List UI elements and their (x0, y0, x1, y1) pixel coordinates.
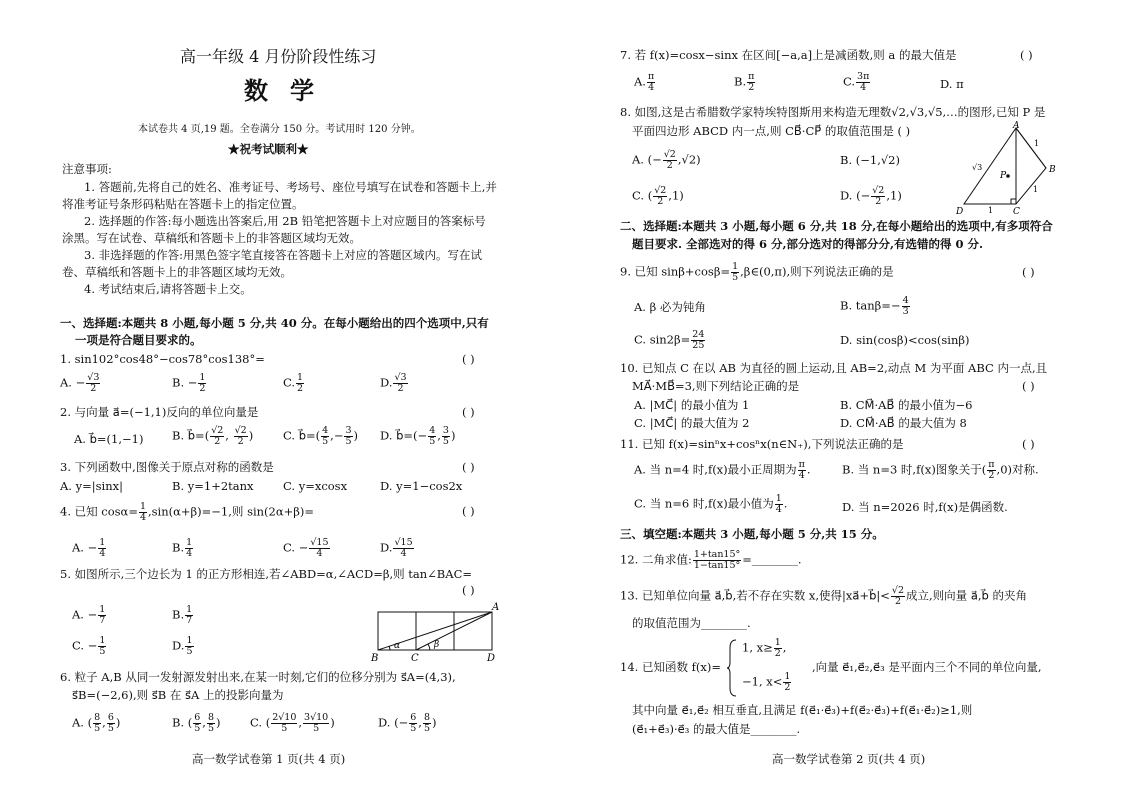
q7-stem: 7. 若 f(x)=cosx−sinx 在区间[−a,a]上是减函数,则 a 的最大值是 (620, 48, 957, 62)
q2-option-b: B. b⃗=( $\frac{√2}{2}$ , $\frac{√2}{2}$ ) (172, 425, 254, 447)
point-P (1006, 174, 1010, 178)
left-page (0, 0, 560, 794)
q6-option-d: D. (− $\frac{6}{5}$ , $\frac{8}{5}$ ) (378, 712, 437, 734)
q5-answer-paren: ( ) (462, 583, 475, 597)
q8-option-d: D. (− $\frac{√2}{2}$ ,1) (840, 185, 902, 207)
q4-stem: 4. 已知 cosα= $\frac{1}{4}$ ,sin(α+β)=−1,则 sin(2α+β)= (60, 501, 315, 523)
right-page (560, 0, 1123, 794)
angle-beta-arc (428, 644, 430, 650)
q5-option-d: D. $\frac{1}{5}$ (172, 635, 193, 657)
q2-option-c: C. b⃗=( $\frac{4}{5}$ ,− $\frac{3}{5}$ ) (283, 425, 359, 447)
right-angle-mark (1011, 199, 1016, 204)
exam-title: 高一年级 4 月份阶段性练习 (180, 47, 377, 66)
q3-option-d: D. y=1−cos2x (380, 479, 463, 493)
point-C-label: C (1013, 207, 1020, 216)
notice-line: 4. 考试结束后,请将答题卡上交。 (84, 282, 252, 296)
q5-squares-figure (368, 600, 504, 664)
right-footer: 高一数学试卷第 2 页(共 4 页) (772, 752, 926, 766)
q1-stem: 1. sin102°cos48°−cos78°cos138°= (60, 352, 265, 366)
q10-option-a: A. |MC⃗| 的最小值为 1 (634, 398, 750, 412)
q8-option-c: C. ( $\frac{√2}{2}$ ,1) (632, 185, 684, 207)
q10-stem-line2: MA⃗·MB⃗=3,则下列结论正确的是 (632, 379, 800, 393)
notice-line: 1. 答题前,先将自己的姓名、准考证号、考场号、座位号填写在试卷和答题卡上,并 (84, 180, 497, 194)
q2-answer-paren: ( ) (462, 405, 475, 419)
q7-option-d: D. π (940, 77, 964, 91)
q1-option-b: B. − $\frac{1}{2}$ (172, 372, 206, 394)
q8-stem-line2: 平面四边形 ABCD 内一点,则 CB⃗·CP⃗ 的取值范围是 ( ) (632, 124, 911, 138)
q10-option-d: D. CM⃗·AB⃗ 的最大值为 8 (840, 416, 967, 430)
q9-option-c: C. sin2β= $\frac{24}{25}$ (634, 329, 705, 351)
notice-line: 涂黑。写在试卷、草稿纸和答题卡上的非答题区域均无效。 (62, 231, 361, 245)
q7-answer-paren: ( ) (1020, 48, 1033, 62)
q9-option-a: A. β 必为钝角 (634, 300, 706, 314)
q5-option-c: C. − $\frac{1}{5}$ (72, 635, 106, 657)
alpha-label: α (394, 641, 401, 651)
exam-wish: ★祝考试顺利★ (228, 142, 309, 156)
q3-answer-paren: ( ) (462, 460, 475, 474)
q11-option-a: A. 当 n=4 时,f(x)最小正周期为 $\frac{\pi}{4}$ . (634, 459, 811, 481)
q10-stem-line1: 10. 已知点 C 在以 AB 为直径的圆上运动,且 AB=2,动点 M 为平面 ABC 内一点,且 (620, 361, 1048, 375)
length-BC-label: 1 (1033, 185, 1039, 194)
beta-label: β (434, 640, 440, 650)
q1-option-a: A. − $\frac{√3}{2}$ (60, 372, 100, 394)
q4-option-c: C. − $\frac{√15}{4}$ (283, 537, 329, 559)
q5-stem: 5. 如图所示,三个边长为 1 的正方形相连,若∠ABD=α,∠ACD=β,则 tan∠BAC= (60, 567, 472, 581)
q5-option-b: B. $\frac{1}{7}$ (172, 604, 193, 626)
q8-option-b: B. (−1,√2) (840, 153, 900, 167)
segment-AB (1016, 128, 1046, 168)
q4-option-d: D. $\frac{√15}{4}$ (380, 537, 413, 559)
q8-quadrilateral-figure (956, 120, 1060, 216)
q3-option-c: C. y=xcosx (283, 479, 348, 493)
q10-option-c: C. |MC⃗| 的最大值为 2 (634, 416, 750, 430)
q8-stem-line1: 8. 如图,这是古希腊数学家特埃特图斯用来构造无理数√2,√3,√5,…的图形,已知 P 是 (620, 105, 1046, 119)
q10-option-b: B. CM⃗·AB⃗ 的最小值为−6 (840, 398, 973, 412)
section3-heading: 三、填空题:本题共 3 小题,每小题 5 分,共 15 分。 (620, 527, 884, 541)
notice-line: 将准考证号条形码粘贴在答题卡上的指定位置。 (62, 197, 304, 211)
q2-option-d: D. b⃗=(− $\frac{4}{5}$ , $\frac{3}{5}$ ) (380, 425, 456, 447)
q3-option-b: B. y=1+2tanx (172, 479, 254, 493)
q10-answer-paren: ( ) (1022, 379, 1035, 393)
q14-case2: −1, x< $\frac{1}{2}$ (742, 671, 791, 693)
q9-stem: 9. 已知 sinβ+cosβ= $\frac{1}{5}$ ,β∈(0,π),则下列说法正确的是 (620, 261, 894, 283)
q7-option-c: C. $\frac{3\pi}{4}$ (843, 71, 870, 93)
q14-case1: 1, x≥ $\frac{1}{2}$ , (742, 637, 787, 659)
q11-option-d: D. 当 n=2026 时,f(x)是偶函数. (842, 500, 1008, 514)
q2-stem: 2. 与向量 a⃗=(−1,1)反向的单位向量是 (60, 405, 259, 419)
section1-heading-cont: 一项是符合题目要求的。 (75, 333, 202, 347)
q12-stem: 12. 二角求值: $\frac{1+\tan 15^\circ}{1-\tan 15^\circ}$ =________. (620, 549, 802, 571)
notice-line: 卷、草稿纸和答题卡上的非答题区域均无效。 (62, 265, 292, 279)
q4-option-a: A. − $\frac{1}{4}$ (72, 537, 106, 559)
point-B-label: B (1049, 165, 1056, 175)
q6-stem-line1: 6. 粒子 A,B 从同一发射源发射出来,在某一时刻,它们的位移分别为 s⃗A=(4,3), (60, 670, 456, 684)
q3-stem: 3. 下列函数中,图像关于原点对称的函数是 (60, 460, 274, 474)
q7-option-b: B. $\frac{\pi}{2}$ (734, 71, 755, 93)
point-P-label: P (1000, 171, 1007, 181)
length-AD-label: √3 (972, 163, 983, 172)
section2-heading-cont: 题目要求. 全部选对的得 6 分,部分选对的得部分分,有选错的得 0 分. (632, 237, 984, 251)
point-A-label: A (1013, 121, 1020, 131)
point-D-label: D (956, 207, 964, 216)
q3-option-a: A. y=|sinx| (60, 479, 123, 493)
q1-option-d: D. $\frac{√3}{2}$ (380, 372, 407, 394)
q11-stem: 11. 已知 f(x)=sinⁿx+cosⁿx(n∈N₊),下列说法正确的是 (620, 437, 904, 451)
q6-option-c: C. ( $\frac{2√10}{5}$ , $\frac{3√10}{5}$ ) (250, 712, 335, 734)
q6-option-b: B. ( $\frac{6}{5}$ , $\frac{8}{5}$ ) (172, 712, 221, 734)
left-footer: 高一数学试卷第 1 页(共 4 页) (192, 752, 346, 766)
notice-line: 3. 非选择题的作答:用黑色签字笔直接答在答题卡上对应的答题区域内。写在试 (84, 248, 482, 262)
q14-stem-post: ,向量 e⃗₁,e⃗₂,e⃗₃ 是平面内三个不同的单位向量, (812, 660, 1042, 674)
length-AB-label: 1 (1034, 139, 1040, 148)
q4-answer-paren: ( ) (462, 504, 475, 518)
q4-option-b: B. $\frac{1}{4}$ (172, 537, 193, 559)
point-D-label: D (487, 653, 496, 664)
notice-line: 2. 选择题的作答:每小题选出答案后,用 2B 铅笔把答题卡上对应题目的答案标号 (84, 214, 486, 228)
q2-option-a: A. b⃗=(1,−1) (74, 432, 144, 446)
q14-stem-line2: 其中向量 e⃗₁,e⃗₂ 相互垂直,且满足 f(e⃗₁·e⃗₃)+f(e⃗₂·e⃗₃)+f(e⃗₁·e⃗₂)≥1,则 (632, 703, 973, 717)
q11-option-c: C. 当 n=6 时,f(x)最小值为 $\frac{1}{4}$ . (634, 493, 788, 515)
point-C-label: C (411, 653, 419, 664)
q7-option-a: A. $\frac{\pi}{4}$ (634, 71, 655, 93)
notice-heading: 注意事项: (62, 162, 112, 176)
point-B-label: B (371, 653, 379, 664)
q11-option-b: B. 当 n=3 时,f(x)图象关于( $\frac{\pi}{2}$ ,0)对称. (842, 459, 1039, 481)
q8-option-a: A. (− $\frac{√2}{2}$ ,√2) (632, 149, 701, 171)
q13-stem-line2: 的取值范围为________. (632, 616, 751, 630)
q13-stem-line1: 13. 已知单位向量 a⃗,b⃗,若不存在实数 x,使得|xa⃗+b⃗|< $\frac{√2}{2}$ 成立,则向量 a⃗,b⃗ 的夹角 (620, 585, 1027, 607)
q14-stem-line3: (e⃗₁+e⃗₃)·e⃗₃ 的最大值是________. (632, 722, 801, 736)
angle-alpha-arc (389, 646, 390, 650)
section1-heading: 一、选择题:本题共 8 小题,每小题 5 分,共 40 分。在每小题给出的四个选项中,只有 (60, 316, 489, 330)
q14-piecewise-brace (726, 638, 738, 698)
q11-answer-paren: ( ) (1022, 437, 1035, 451)
q6-option-a: A. ( $\frac{8}{5}$ , $\frac{6}{5}$ ) (72, 712, 121, 734)
exam-info: 本试卷共 4 页,19 题。全卷满分 150 分。考试用时 120 分钟。 (138, 124, 421, 135)
q9-answer-paren: ( ) (1022, 265, 1035, 279)
length-DC-label: 1 (988, 206, 994, 215)
q9-option-d: D. sin(cosβ)<cos(sinβ) (840, 333, 970, 347)
q6-stem-line2: s⃗B=(−2,6),则 s⃗B 在 s⃗A 上的投影向量为 (72, 688, 284, 702)
section2-heading: 二、选择题:本题共 3 小题,每小题 6 分,共 18 分,在每小题给出的选项中,有多项符合 (620, 219, 1053, 233)
q14-stem-line1: 14. 已知函数 f(x)= (620, 660, 721, 674)
q1-option-c: C. $\frac{1}{2}$ (283, 372, 304, 394)
q5-option-a: A. − $\frac{1}{7}$ (72, 604, 106, 626)
q1-answer-paren: ( ) (462, 352, 475, 366)
point-A-label: A (492, 602, 500, 613)
subject-title: 数学 (244, 76, 336, 105)
q9-option-b: B. tanβ=− $\frac{4}{3}$ (840, 295, 909, 317)
